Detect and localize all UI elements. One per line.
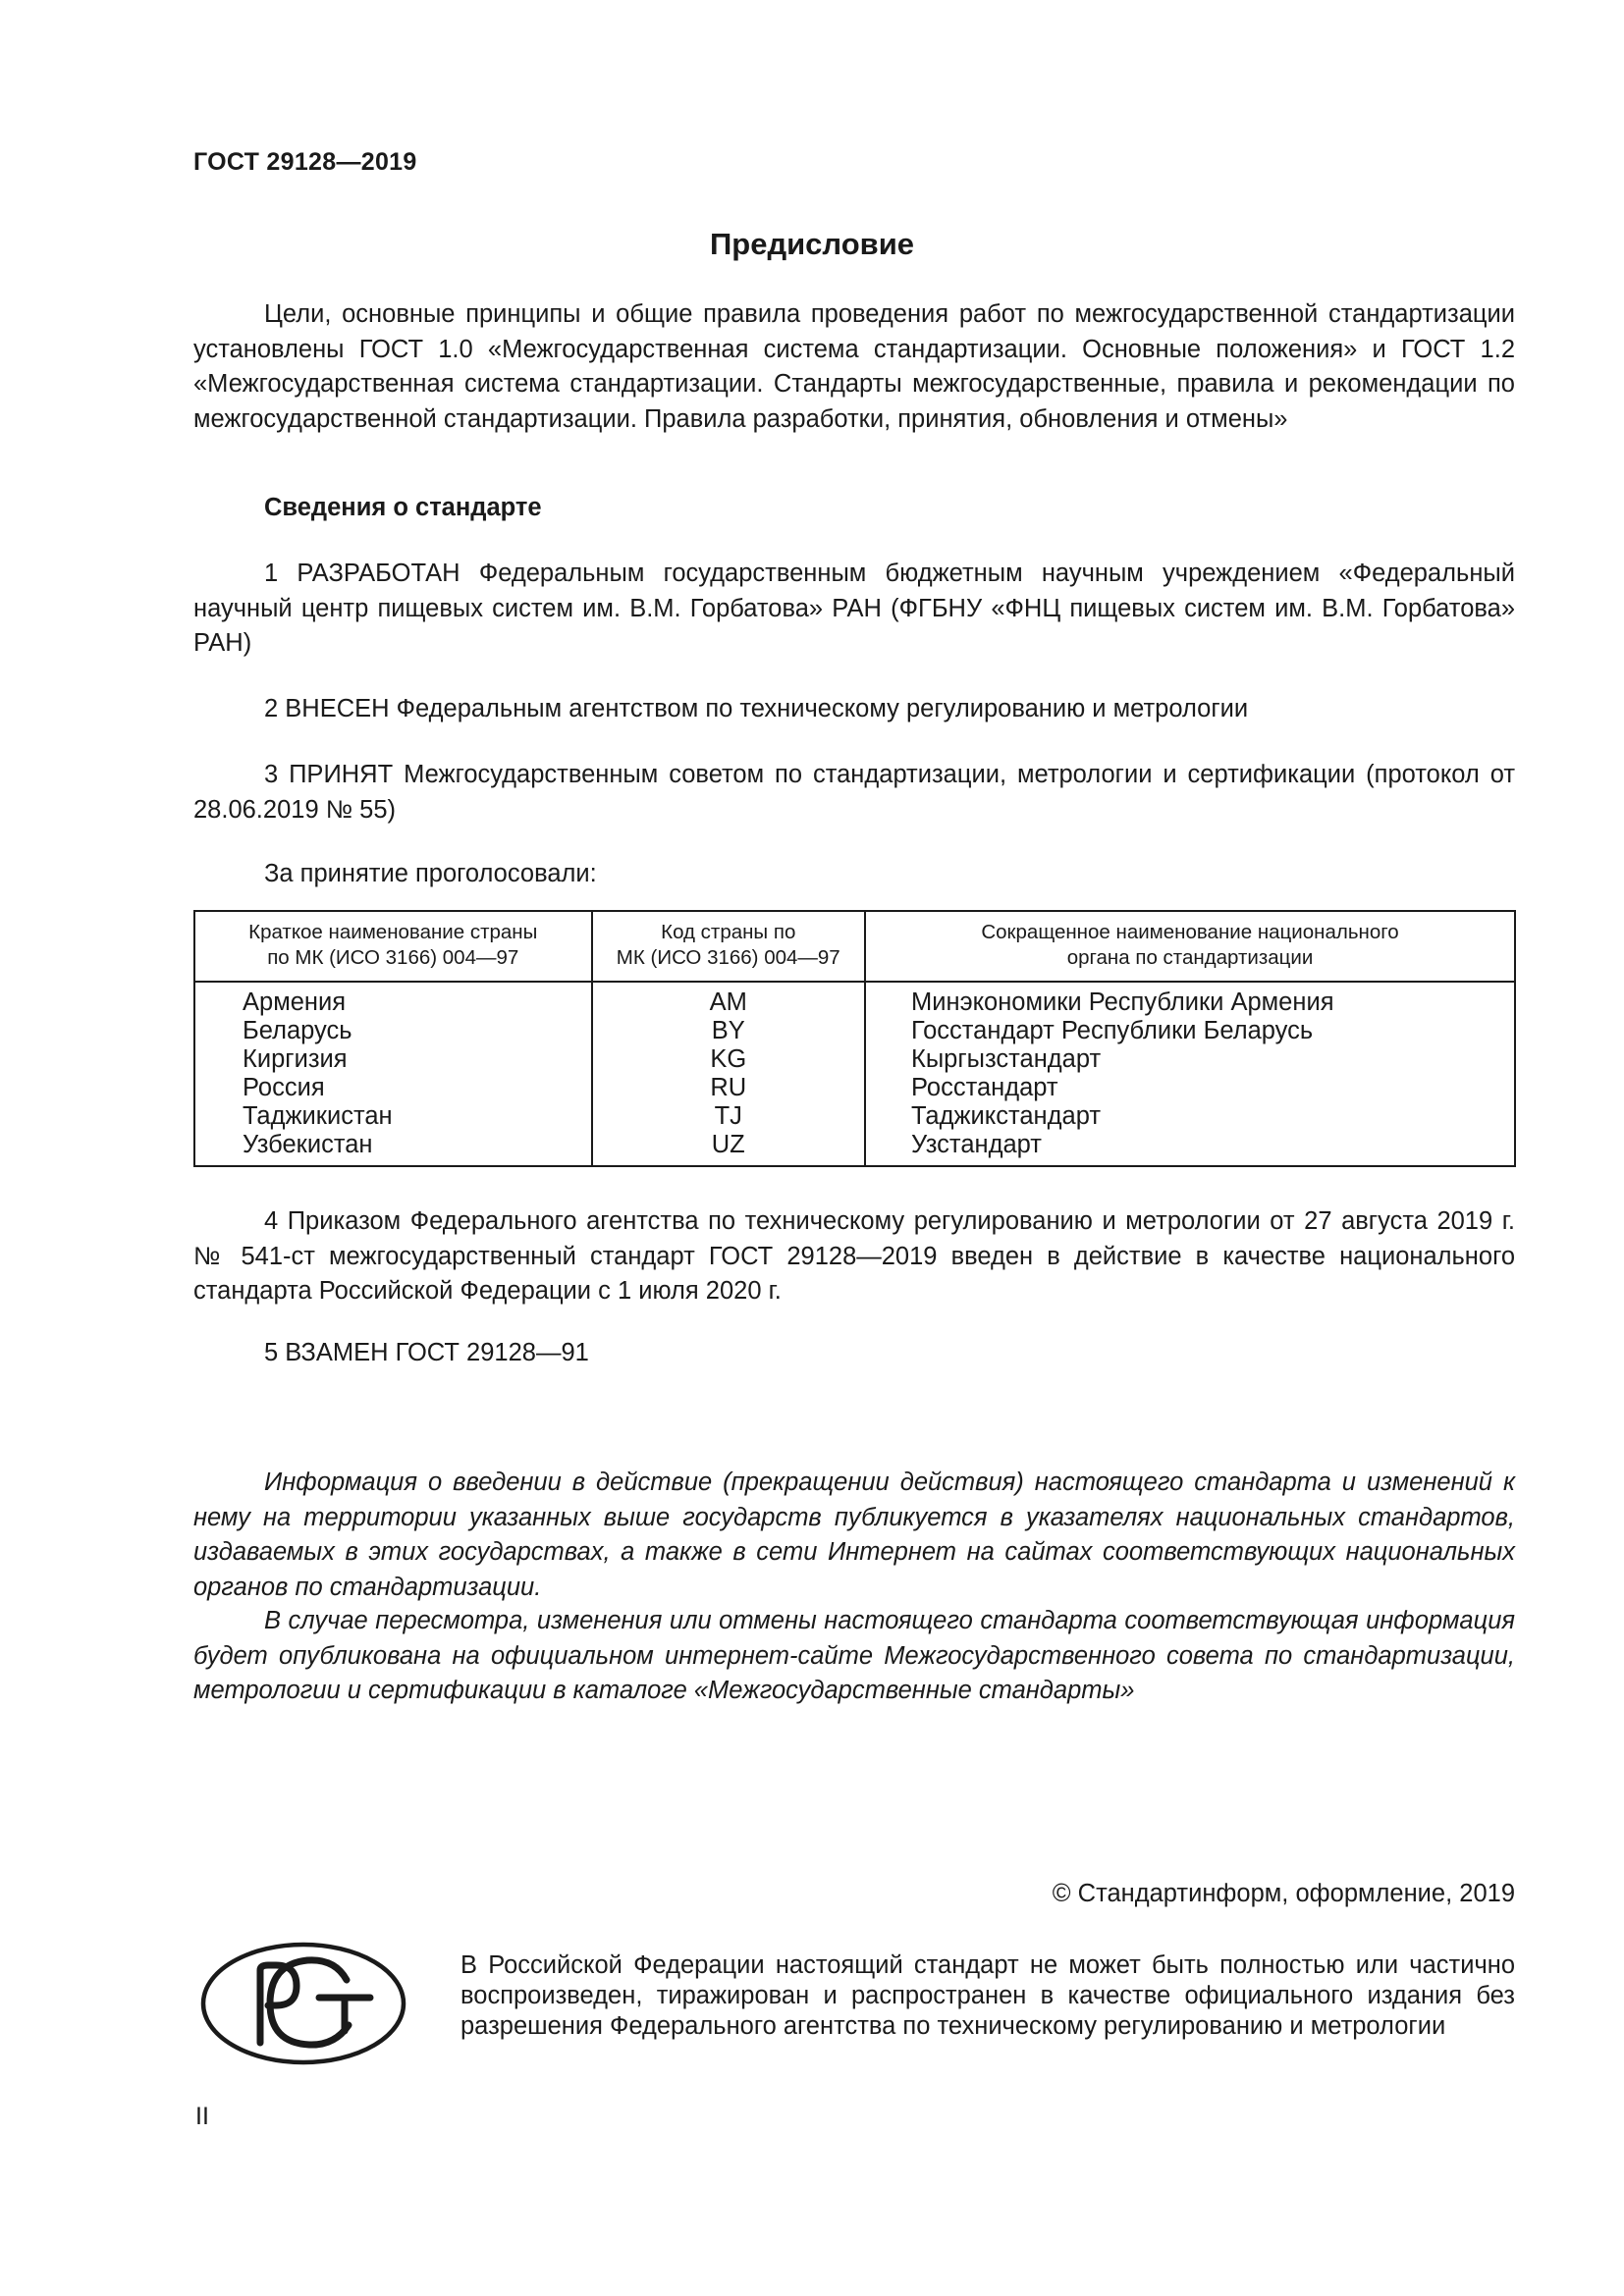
intro-paragraph: Цели, основные принципы и общие правила проведения работ по межгосударственной стандартизации установлены ГОСТ 1.0 «Межгосударственная система стандартизации. Основные положения» и ГОСТ 1.2 «Межгосударственная система стандартизации. Стандарты межгосударственные, правила и рекомендации по межгосударственной стандартизации. Правила разработки, принятия, обновления и отмены» [193,300,1515,433]
header-code-line2: МК (ИСО 3166) 004—97 [616,946,840,969]
header-body [865,911,1515,982]
rst-certification-mark-icon [199,1941,407,2066]
table-row [194,1017,1515,1045]
country-cell: Киргизия [194,1045,592,1074]
body-cell: Росстандарт [865,1074,1515,1102]
country-cell: Беларусь [194,1017,592,1045]
country-cell: Россия [194,1074,592,1102]
country-cell: Узбекистан [194,1131,592,1166]
standard-id: ГОСТ 29128—2019 [193,148,417,176]
header-country-line2: по МК (ИСО 3166) 004—97 [267,946,519,969]
body-cell: Госстандарт Республики Беларусь [865,1017,1515,1045]
header-code [592,911,866,982]
table-row [194,1131,1515,1166]
body-cell: Минэкономики Республики Армения [865,982,1515,1017]
header-body-line1: Сокращенное наименование национального [981,921,1399,943]
item-developed: 1 РАЗРАБОТАН Федеральным государственным бюджетным научным учреждением «Федеральный научный центр пищевых систем им. В.М. Горбатова» РАН (ФГБНУ «ФНЦ пищевых систем им. В.М. Горбатова» РАН) [193,560,1515,657]
body-cell: Таджикстандарт [865,1102,1515,1131]
copyright-line: © Стандартинформ, оформление, 2019 [1052,1880,1515,1907]
page-number: II [195,2103,209,2130]
voted-label: За принятие проголосовали: [264,860,597,887]
header-body-line2: органа по стандартизации [1066,946,1314,969]
table-header-row [194,911,1515,982]
code-cell: BY [592,1017,866,1045]
code-cell: KG [592,1045,866,1074]
code-cell: RU [592,1074,866,1102]
info-paragraph-2: В случае пересмотра, изменения или отмены настоящего стандарта соответствующая информация будет опубликована на официальном интернет-сайте Межгосударственного совета по стандартизации, метрологии и сертификации в каталоге «Межгосударственные стандарты» [193,1607,1515,1704]
reproduction-notice: В Российской Федерации настоящий стандарт не может быть полностью или частично воспроизведен, тиражирован и распространен в качестве официального издания без разрешения Федерального агентства по техническому регулированию и метрологии [460,1951,1515,2040]
item-order: 4 Приказом Федерального агентства по техническому регулированию и метрологии от 27 августа 2019 г. № 541-ст межгосударственный стандарт ГОСТ 29128—2019 введен в действие в качестве национального стандарта Российской Федерации с 1 июля 2020 г. [193,1207,1515,1305]
header-country-line1: Краткое наименование страны [248,921,538,943]
voting-table [193,910,1516,1167]
header-code-line1: Код страны по [661,921,796,943]
table-row [194,982,1515,1017]
table-row [194,1102,1515,1131]
code-cell: UZ [592,1131,866,1166]
section-title: Предисловие [709,227,914,261]
body-cell: Кыргызстандарт [865,1045,1515,1074]
code-cell: TJ [592,1102,866,1131]
header-country [194,911,592,982]
code-cell: AM [592,982,866,1017]
table-row [194,1045,1515,1074]
country-cell: Армения [194,982,592,1017]
country-cell: Таджикистан [194,1102,592,1131]
info-paragraph-1: Информация о введении в действие (прекращении действия) настоящего стандарта и изменений к нему на территории указанных выше государств публикуется в указателях национальных стандартов, издаваемых в этих государствах, а также в сети Интернет на сайтах соответствующих национальных органов по стандартизации. [193,1468,1515,1601]
item-replaces: 5 ВЗАМЕН ГОСТ 29128—91 [264,1339,589,1366]
about-heading: Сведения о стандарте [264,494,542,521]
body-cell: Узстандарт [865,1131,1515,1166]
item-introduced: 2 ВНЕСЕН Федеральным агентством по техническому регулированию и метрологии [264,695,1249,722]
table-row [194,1074,1515,1102]
item-adopted: 3 ПРИНЯТ Межгосударственным советом по стандартизации, метрологии и сертификации (протокол от 28.06.2019 № 55) [193,761,1515,824]
